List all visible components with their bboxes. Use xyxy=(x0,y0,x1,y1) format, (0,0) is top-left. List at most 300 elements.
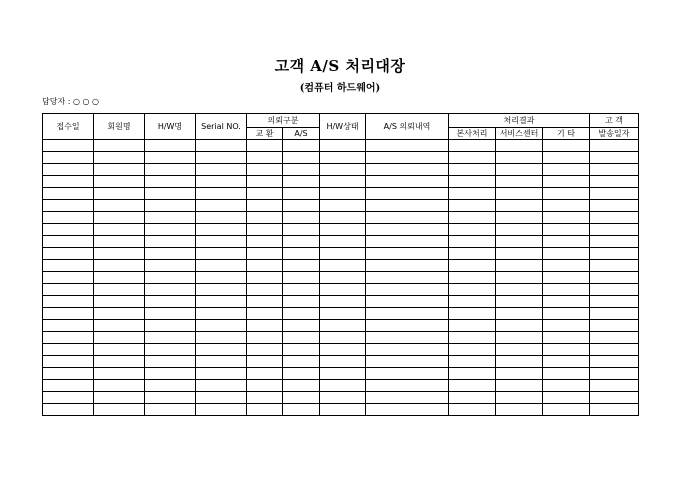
table-cell xyxy=(320,320,366,332)
table-cell xyxy=(43,392,94,404)
table-cell xyxy=(590,176,639,188)
table-cell xyxy=(543,260,590,272)
table-cell xyxy=(145,236,196,248)
header-hw-status: H/W상태 xyxy=(320,114,366,140)
table-row xyxy=(43,380,639,392)
table-cell xyxy=(43,140,94,152)
table-cell xyxy=(590,344,639,356)
table-cell xyxy=(496,176,543,188)
table-cell xyxy=(283,404,320,416)
table-cell xyxy=(283,272,320,284)
table-cell xyxy=(590,284,639,296)
table-cell xyxy=(590,248,639,260)
table-cell xyxy=(320,344,366,356)
table-cell xyxy=(247,176,283,188)
table-cell xyxy=(43,380,94,392)
table-cell xyxy=(145,296,196,308)
table-cell xyxy=(283,200,320,212)
table-cell xyxy=(247,260,283,272)
table-row xyxy=(43,176,639,188)
table-cell xyxy=(43,164,94,176)
header-processing-result: 처리결과 xyxy=(449,114,590,128)
table-cell xyxy=(94,368,145,380)
table-cell xyxy=(320,260,366,272)
table-cell xyxy=(283,152,320,164)
table-cell xyxy=(496,260,543,272)
as-ledger-table xyxy=(42,113,639,416)
table-cell xyxy=(145,200,196,212)
table-cell xyxy=(145,272,196,284)
header-receipt-date: 접수일 xyxy=(43,114,94,140)
table-row xyxy=(43,332,639,344)
table-cell xyxy=(366,344,449,356)
table-cell xyxy=(247,308,283,320)
table-row xyxy=(43,272,639,284)
table-cell xyxy=(590,380,639,392)
table-cell xyxy=(247,224,283,236)
table-row xyxy=(43,152,639,164)
table-cell xyxy=(496,164,543,176)
table-row xyxy=(43,392,639,404)
table-row xyxy=(43,296,639,308)
table-cell xyxy=(196,380,247,392)
table-row xyxy=(43,356,639,368)
table-cell xyxy=(496,404,543,416)
header-as-request-details: A/S 의뢰내역 xyxy=(366,114,449,140)
table-cell xyxy=(94,296,145,308)
table-cell xyxy=(247,284,283,296)
header-exchange: 교 환 xyxy=(247,128,283,140)
table-cell xyxy=(590,272,639,284)
table-cell xyxy=(145,212,196,224)
header-member-name: 회원명 xyxy=(94,114,145,140)
table-cell xyxy=(247,188,283,200)
table-cell xyxy=(196,308,247,320)
table-cell xyxy=(449,320,496,332)
table-cell xyxy=(449,188,496,200)
table-row xyxy=(43,200,639,212)
table-cell xyxy=(543,248,590,260)
table-cell xyxy=(449,344,496,356)
table-cell xyxy=(590,140,639,152)
table-cell xyxy=(196,332,247,344)
table-cell xyxy=(247,356,283,368)
table-cell xyxy=(496,152,543,164)
table-cell xyxy=(196,212,247,224)
table-cell xyxy=(449,260,496,272)
table-cell xyxy=(145,140,196,152)
table-cell xyxy=(543,308,590,320)
table-cell xyxy=(283,320,320,332)
table-cell xyxy=(94,200,145,212)
table-cell xyxy=(43,368,94,380)
table-cell xyxy=(145,392,196,404)
table-cell xyxy=(590,368,639,380)
table-cell xyxy=(247,332,283,344)
table-cell xyxy=(196,152,247,164)
table-cell xyxy=(196,404,247,416)
table-cell xyxy=(320,188,366,200)
table-cell xyxy=(43,272,94,284)
table-cell xyxy=(247,380,283,392)
header-as: A/S xyxy=(283,128,320,140)
table-cell xyxy=(320,200,366,212)
table-cell xyxy=(449,392,496,404)
table-cell xyxy=(590,236,639,248)
table-cell xyxy=(496,356,543,368)
table-cell xyxy=(543,272,590,284)
table-cell xyxy=(590,224,639,236)
table-cell xyxy=(366,248,449,260)
table-cell xyxy=(543,356,590,368)
table-cell xyxy=(283,392,320,404)
manager-label: 담당자 : ○ ○ ○ xyxy=(42,97,99,106)
table-cell xyxy=(43,248,94,260)
table-cell xyxy=(43,236,94,248)
table-cell xyxy=(320,248,366,260)
table-cell xyxy=(320,164,366,176)
table-cell xyxy=(247,368,283,380)
table-cell xyxy=(283,212,320,224)
table-cell xyxy=(590,392,639,404)
table-cell xyxy=(366,404,449,416)
table-cell xyxy=(320,236,366,248)
table-cell xyxy=(449,212,496,224)
table-cell xyxy=(320,272,366,284)
table-cell xyxy=(320,284,366,296)
header-ship-date: 발송일자 xyxy=(590,128,639,140)
table-cell xyxy=(449,224,496,236)
table-cell xyxy=(283,380,320,392)
table-cell xyxy=(496,320,543,332)
table-cell xyxy=(590,188,639,200)
table-cell xyxy=(43,332,94,344)
table-cell xyxy=(366,380,449,392)
table-cell xyxy=(543,368,590,380)
table-cell xyxy=(320,140,366,152)
table-cell xyxy=(145,260,196,272)
table-cell xyxy=(94,332,145,344)
table-cell xyxy=(196,284,247,296)
table-cell xyxy=(320,404,366,416)
table-cell xyxy=(43,284,94,296)
table-cell xyxy=(496,140,543,152)
table-cell xyxy=(94,308,145,320)
table-cell xyxy=(196,320,247,332)
table-cell xyxy=(320,176,366,188)
table-row xyxy=(43,224,639,236)
table-cell xyxy=(366,200,449,212)
table-cell xyxy=(543,236,590,248)
table-cell xyxy=(145,404,196,416)
header-head-office: 본사처리 xyxy=(449,128,496,140)
table-cell xyxy=(366,188,449,200)
table-cell xyxy=(94,176,145,188)
table-cell xyxy=(43,404,94,416)
table-cell xyxy=(496,188,543,200)
table-cell xyxy=(543,320,590,332)
table-cell xyxy=(496,284,543,296)
table-cell xyxy=(283,332,320,344)
table-cell xyxy=(320,152,366,164)
table-cell xyxy=(196,368,247,380)
table-row xyxy=(43,308,639,320)
table-cell xyxy=(247,320,283,332)
table-cell xyxy=(543,188,590,200)
header-service-center: 서비스센터 xyxy=(496,128,543,140)
table-cell xyxy=(43,188,94,200)
table-cell xyxy=(196,272,247,284)
table-cell xyxy=(366,320,449,332)
table-row xyxy=(43,248,639,260)
table-cell xyxy=(543,392,590,404)
table-cell xyxy=(196,200,247,212)
table-cell xyxy=(145,248,196,260)
table-row xyxy=(43,368,639,380)
table-cell xyxy=(196,224,247,236)
table-cell xyxy=(496,272,543,284)
table-row xyxy=(43,188,639,200)
table-cell xyxy=(247,140,283,152)
table-row xyxy=(43,404,639,416)
table-cell xyxy=(366,284,449,296)
table-cell xyxy=(543,296,590,308)
table-cell xyxy=(94,188,145,200)
table-row xyxy=(43,320,639,332)
table-cell xyxy=(145,320,196,332)
table-cell xyxy=(366,140,449,152)
table-cell xyxy=(366,356,449,368)
table-cell xyxy=(43,308,94,320)
table-cell xyxy=(43,344,94,356)
table-cell xyxy=(145,188,196,200)
table-cell xyxy=(94,392,145,404)
table-cell xyxy=(283,224,320,236)
table-cell xyxy=(320,392,366,404)
table-cell xyxy=(283,284,320,296)
table-cell xyxy=(43,296,94,308)
ledger-body xyxy=(43,140,639,416)
table-cell xyxy=(145,356,196,368)
table-cell xyxy=(196,176,247,188)
table-cell xyxy=(590,320,639,332)
table-cell xyxy=(43,320,94,332)
table-cell xyxy=(590,332,639,344)
header-customer: 고 객 xyxy=(590,114,639,128)
table-cell xyxy=(196,164,247,176)
table-cell xyxy=(320,296,366,308)
table-cell xyxy=(145,152,196,164)
table-cell xyxy=(94,140,145,152)
table-cell xyxy=(145,368,196,380)
table-cell xyxy=(196,344,247,356)
table-cell xyxy=(366,272,449,284)
table-row xyxy=(43,164,639,176)
table-cell xyxy=(366,332,449,344)
table-cell xyxy=(543,404,590,416)
table-cell xyxy=(543,380,590,392)
table-cell xyxy=(449,236,496,248)
table-cell xyxy=(247,296,283,308)
table-cell xyxy=(145,176,196,188)
table-cell xyxy=(320,356,366,368)
table-cell xyxy=(449,164,496,176)
table-cell xyxy=(196,140,247,152)
header-request-type: 의뢰구분 xyxy=(247,114,320,128)
table-cell xyxy=(320,308,366,320)
table-cell xyxy=(283,368,320,380)
table-cell xyxy=(94,404,145,416)
document-subtitle: (컴퓨터 하드웨어) xyxy=(299,83,381,94)
table-cell xyxy=(543,140,590,152)
table-cell xyxy=(247,392,283,404)
table-cell xyxy=(366,308,449,320)
table-cell xyxy=(145,332,196,344)
table-cell xyxy=(283,236,320,248)
document-title: 고객 A/S 처리대장 xyxy=(274,57,406,75)
table-cell xyxy=(449,332,496,344)
table-cell xyxy=(496,212,543,224)
table-cell xyxy=(496,248,543,260)
table-cell xyxy=(543,224,590,236)
table-cell xyxy=(94,152,145,164)
table-cell xyxy=(366,152,449,164)
table-cell xyxy=(94,356,145,368)
table-cell xyxy=(320,212,366,224)
table-cell xyxy=(145,308,196,320)
table-cell xyxy=(283,344,320,356)
table-cell xyxy=(449,356,496,368)
table-cell xyxy=(496,200,543,212)
table-cell xyxy=(366,392,449,404)
table-cell xyxy=(247,200,283,212)
table-cell xyxy=(543,284,590,296)
table-cell xyxy=(366,176,449,188)
table-cell xyxy=(496,368,543,380)
table-cell xyxy=(543,212,590,224)
table-row xyxy=(43,344,639,356)
table-cell xyxy=(94,320,145,332)
table-cell xyxy=(366,368,449,380)
table-cell xyxy=(283,176,320,188)
table-cell xyxy=(145,224,196,236)
table-cell xyxy=(196,188,247,200)
table-cell xyxy=(43,212,94,224)
table-cell xyxy=(43,356,94,368)
table-cell xyxy=(283,308,320,320)
table-cell xyxy=(366,236,449,248)
table-cell xyxy=(449,368,496,380)
table-cell xyxy=(543,152,590,164)
table-cell xyxy=(449,284,496,296)
table-cell xyxy=(283,140,320,152)
table-cell xyxy=(496,236,543,248)
table-cell xyxy=(283,248,320,260)
table-cell xyxy=(94,284,145,296)
table-cell xyxy=(543,164,590,176)
table-cell xyxy=(43,152,94,164)
table-cell xyxy=(283,164,320,176)
table-cell xyxy=(449,404,496,416)
table-row xyxy=(43,284,639,296)
header-other: 기 타 xyxy=(543,128,590,140)
table-cell xyxy=(94,260,145,272)
table-cell xyxy=(543,344,590,356)
table-cell xyxy=(543,176,590,188)
table-cell xyxy=(366,164,449,176)
table-cell xyxy=(94,380,145,392)
table-cell xyxy=(449,296,496,308)
table-cell xyxy=(449,380,496,392)
table-cell xyxy=(496,332,543,344)
table-cell xyxy=(496,392,543,404)
table-cell xyxy=(247,152,283,164)
table-cell xyxy=(590,296,639,308)
table-cell xyxy=(590,260,639,272)
table-cell xyxy=(247,164,283,176)
table-cell xyxy=(283,260,320,272)
table-cell xyxy=(247,236,283,248)
table-cell xyxy=(449,200,496,212)
table-cell xyxy=(449,308,496,320)
table-cell xyxy=(496,380,543,392)
table-cell xyxy=(590,212,639,224)
table-cell xyxy=(43,176,94,188)
table-cell xyxy=(590,308,639,320)
table-cell xyxy=(145,284,196,296)
table-cell xyxy=(366,296,449,308)
table-cell xyxy=(247,212,283,224)
table-cell xyxy=(449,248,496,260)
table-cell xyxy=(94,164,145,176)
table-cell xyxy=(196,236,247,248)
table-cell xyxy=(366,212,449,224)
table-cell xyxy=(283,188,320,200)
table-cell xyxy=(496,308,543,320)
table-cell xyxy=(43,260,94,272)
table-cell xyxy=(196,248,247,260)
table-cell xyxy=(320,224,366,236)
table-cell xyxy=(94,248,145,260)
table-cell xyxy=(247,248,283,260)
table-cell xyxy=(449,176,496,188)
table-cell xyxy=(247,272,283,284)
table-cell xyxy=(196,356,247,368)
table-cell xyxy=(94,224,145,236)
table-cell xyxy=(145,344,196,356)
table-cell xyxy=(196,260,247,272)
table-cell xyxy=(590,152,639,164)
header-hw-name: H/W명 xyxy=(145,114,196,140)
header-serial-no: Serial NO. xyxy=(196,114,247,140)
table-cell xyxy=(366,260,449,272)
table-cell xyxy=(145,164,196,176)
table-cell xyxy=(449,152,496,164)
table-cell xyxy=(94,344,145,356)
table-cell xyxy=(496,344,543,356)
table-cell xyxy=(247,344,283,356)
table-cell xyxy=(94,212,145,224)
table-row xyxy=(43,260,639,272)
table-cell xyxy=(543,332,590,344)
table-cell xyxy=(283,356,320,368)
table-cell xyxy=(543,200,590,212)
table-cell xyxy=(449,272,496,284)
table-cell xyxy=(496,296,543,308)
table-cell xyxy=(449,140,496,152)
table-cell xyxy=(43,200,94,212)
table-cell xyxy=(196,296,247,308)
